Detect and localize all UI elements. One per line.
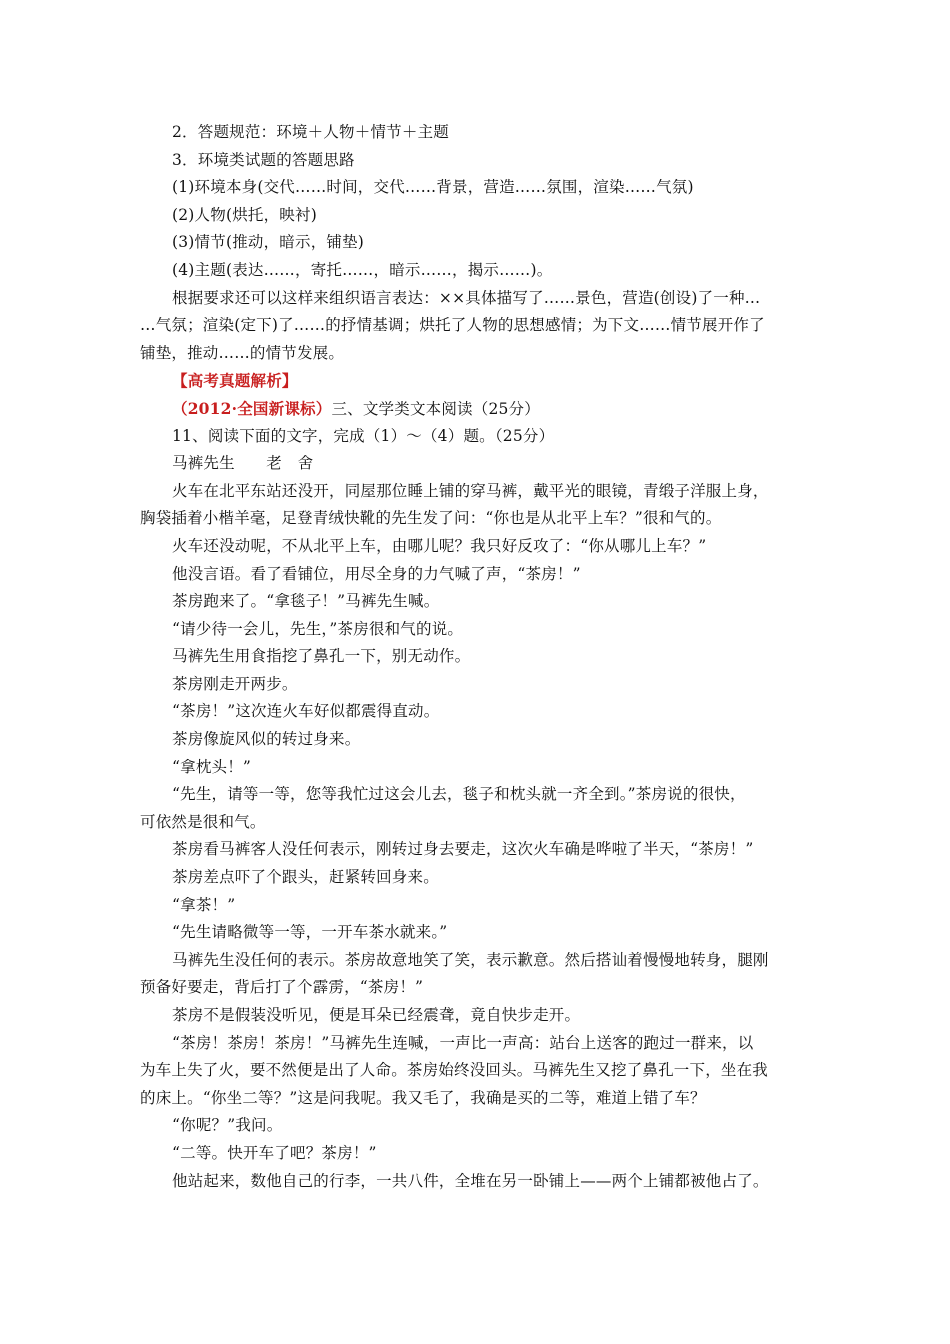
passage-line: 可依然是很和气。: [140, 812, 266, 831]
passage-line: “拿枕头！”: [172, 757, 252, 776]
passage-line: 他没言语。看了看铺位，用尽全身的力气喊了声，“茶房！”: [172, 564, 581, 583]
point-2-line: (2)人物(烘托，映衬): [172, 205, 317, 224]
passage-line: “先生，请等一等，您等我忙过这会儿去，毯子和枕头就一齐全到。”茶房说的很快，: [172, 785, 746, 804]
passage-line: 茶房不是假装没听见，便是耳朵已经震聋，竟自快步走开。: [172, 1006, 581, 1024]
passage-line: 茶房刚走开两步。: [172, 674, 298, 693]
passage-line: 的床上。“你坐二等？”这是问我呢。我又毛了，我确是买的二等，难道上错了车？: [140, 1088, 706, 1107]
point-3-line: (3)情节(推动，暗示，铺垫): [172, 233, 365, 252]
passage-line: 预备好要走，背后打了个霹雳，“茶房！”: [140, 978, 424, 997]
passage-line: 胸袋插着小楷羊毫，足登青绒快靴的先生发了问：“你也是从北平上车？”很和气的。: [140, 509, 722, 528]
passage-line: “茶房！”这次连火车好似都震得直动。: [172, 702, 440, 721]
expression-guide-line-end: 铺垫，推动……的情节发展。: [140, 343, 345, 362]
passage-line: 火车还没动呢，不从北平上车，由哪儿呢？我只好反攻了：“你从哪儿上车？”: [172, 536, 707, 555]
passage-line: 茶房跑来了。“拿毯子！”马裤先生喊。: [172, 592, 440, 611]
passage-title-line: 马裤先生 老 舍: [172, 454, 314, 473]
exam-source-line: [172, 395, 814, 423]
passage-line: 茶房像旋风似的转过身来。: [172, 730, 361, 749]
passage-line: 马裤先生用食指挖了鼻孔一下，别无动作。: [172, 647, 471, 666]
environment-approach-line: 3．环境类试题的答题思路: [172, 150, 355, 169]
point-1-line: (1)环境本身(交代……时间，交代……背景，营造……氛围，渲染……气氛): [172, 178, 694, 197]
passage-line: “请少待一会儿，先生，”茶房很和气的说。: [172, 619, 464, 638]
question-line: 11、阅读下面的文字，完成（1）～（4）题。（25分）: [172, 426, 555, 445]
passage-line: “二等。快开车了吧？茶房！”: [172, 1143, 377, 1162]
passage-line: 马裤先生没任何的表示。茶房故意地笑了笑，表示歉意。然后搭讪着慢慢地转身，腿刚: [172, 950, 769, 969]
passage-line: 为车上失了火，要不然便是出了人命。茶房始终没回头。马裤先生又挖了鼻孔一下，坐在我: [140, 1061, 769, 1080]
passage-line: “拿茶！”: [172, 895, 236, 914]
passage-line: 茶房看马裤客人没任何表示，刚转过身去要走，这次火车确是哗啦了半天，“茶房！”: [172, 840, 754, 859]
expression-guide-line: 根据要求还可以这样来组织语言表达：××具体描写了……景色，营造(创设)了一种…: [172, 288, 761, 307]
expression-guide-line-cont: …气氛；渲染(定下)了……的抒情基调；烘托了人物的思想感情；为下文……情节展开作了: [140, 316, 765, 335]
passage-line: “你呢？”我问。: [172, 1116, 283, 1135]
point-4-line: (4)主题(表达……，寄托……，暗示……，揭示……)。: [172, 260, 553, 279]
passage-line: 他站起来，数他自己的行李，一共八件，全堆在另一卧铺上——两个上铺都被他占了。: [172, 1171, 769, 1190]
exam-source-tag: （2012·全国新课标）: [172, 398, 332, 418]
exam-source-rest: 三、文学类文本阅读（25分）: [331, 399, 540, 418]
passage-line: “茶房！茶房！茶房！”马裤先生连喊，一声比一声高：站台上送客的跑过一群来，以: [172, 1033, 754, 1052]
passage-line: “先生请略微等一等，一开车茶水就来。”: [172, 923, 448, 942]
passage-line: 茶房差点吓了个跟头，赶紧转回身来。: [172, 868, 439, 887]
passage-line: 火车在北平东站还没开，同屋那位睡上铺的穿马裤，戴平光的眼镜，青缎子洋服上身，: [172, 481, 769, 500]
section-title: 【高考真题解析】: [172, 371, 298, 391]
answer-norm-line: 2．答题规范：环境＋人物＋情节＋主题: [172, 123, 449, 141]
document-body: [140, 119, 814, 1195]
